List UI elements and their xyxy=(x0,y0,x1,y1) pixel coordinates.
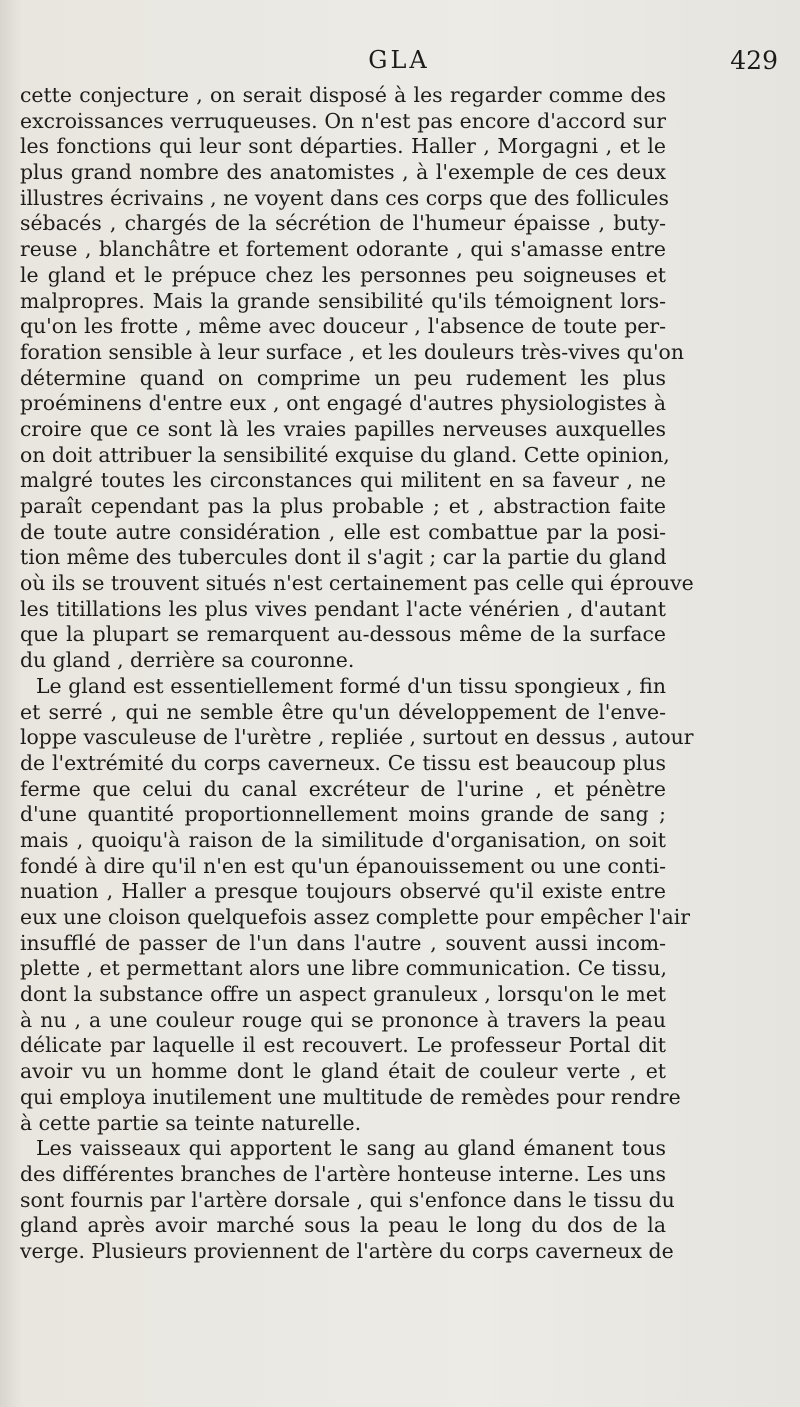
text-line: à cette partie sa teinte naturelle. xyxy=(20,1110,362,1135)
text-line: dont la substance offre un aspect granuleux , lorsqu'on le met xyxy=(20,982,666,1007)
text-line: verge. Plusieurs proviennent de l'artère du corps caverneux de xyxy=(20,1238,674,1263)
text-line: qui employa inutilement une multitude de remèdes pour rendre xyxy=(20,1084,681,1109)
text-line: reuse , blanchâtre et fortement odorante , qui s'amasse entre xyxy=(20,237,666,262)
text-line: des différentes branches de l'artère honteuse interne. Les uns xyxy=(20,1161,666,1186)
text-line: le gland et le prépuce chez les personnes peu soigneuses et xyxy=(20,262,666,287)
text-line: qu'on les frotte , même avec douceur , l'absence de toute per- xyxy=(20,314,666,339)
text-line: tion même des tubercules dont il s'agit ; car la partie du gland xyxy=(20,545,667,570)
text-line: sébacés , chargés de la sécrétion de l'humeur épaisse , buty- xyxy=(20,211,666,236)
text-line: illustres écrivains , ne voyent dans ces corps que des follicules xyxy=(20,185,669,210)
text-line: Les vaisseaux qui apportent le sang au gland émanent tous xyxy=(36,1136,666,1161)
text-line: où ils se trouvent situés n'est certainement pas celle qui éprouve xyxy=(20,571,694,596)
text-line: insufflé de passer de l'un dans l'autre , souvent aussi incom- xyxy=(20,930,666,955)
text-line: gland après avoir marché sous la peau le long du dos de la xyxy=(20,1213,666,1238)
text-line: ferme que celui du canal excréteur de l'urine , et pénètre xyxy=(20,776,666,801)
text-line: que la plupart se remarquent au-dessous même de la surface xyxy=(20,622,666,647)
text-line: plette , et permettant alors une libre communication. Ce tissu, xyxy=(20,956,667,981)
text-line: loppe vasculeuse de l'urètre , repliée , surtout en dessus , autour xyxy=(20,725,694,750)
text-line: eux une cloison quelquefois assez complette pour empêcher l'air xyxy=(20,905,691,929)
page-number: 429 xyxy=(730,46,778,75)
text-line: et serré , qui ne semble être qu'un développement de l'enve- xyxy=(20,699,666,724)
text-line: nuation , Haller a presque toujours observé qu'il existe entre xyxy=(20,879,666,904)
text-line: croire que ce sont là les vraies papilles nerveuses auxquelles xyxy=(20,416,666,441)
text-line: malpropres. Mais la grande sensibilité qu'ils témoignent lors- xyxy=(20,288,666,313)
text-line: malgré toutes les circonstances qui militent en sa faveur , ne xyxy=(20,468,666,493)
text-line: les titillations les plus vives pendant l'acte vénérien , d'autant xyxy=(20,596,666,621)
body-text xyxy=(20,83,694,1265)
text-line: Le gland est essentiellement formé d'un tissu spongieux , fin xyxy=(36,673,666,698)
text-line: cette conjecture , on serait disposé à les regarder comme des xyxy=(20,83,666,107)
paragraph xyxy=(20,83,694,674)
text-line: plus grand nombre des anatomistes , à l'exemple de ces deux xyxy=(20,160,666,185)
text-line: mais , quoiqu'à raison de la similitude d'organisation, on soit xyxy=(20,827,666,852)
text-line: avoir vu un homme dont le gland était de couleur verte , et xyxy=(20,1059,666,1084)
text-line: fondé à dire qu'il n'en est qu'un épanouissement ou une conti- xyxy=(20,853,666,878)
text-line: paraît cependant pas la plus probable ; et , abstraction faite xyxy=(20,494,666,518)
text-line: les fonctions qui leur sont départies. Haller , Morgagni , et le xyxy=(20,134,666,159)
text-line: excroissances verruqueuses. On n'est pas encore d'accord sur xyxy=(20,108,666,133)
page-header xyxy=(20,44,778,80)
running-head: GLA xyxy=(368,46,430,74)
paragraph xyxy=(20,673,694,1136)
text-line: on doit attribuer la sensibilité exquise du gland. Cette opinion, xyxy=(20,442,670,467)
text-line: de toute autre considération , elle est combattue par la posi- xyxy=(20,519,666,544)
text-line: à nu , a une couleur rouge qui se prononce à travers la peau xyxy=(20,1007,666,1032)
text-line: du gland , derrière sa couronne. xyxy=(20,648,355,673)
text-line: sont fournis par l'artère dorsale , qui s'enfonce dans le tissu du xyxy=(20,1187,675,1212)
text-line: détermine quand on comprime un peu rudement les plus xyxy=(20,365,666,390)
text-line: foration sensible à leur surface , et les douleurs très-vives qu'on xyxy=(20,339,684,364)
paragraph xyxy=(20,1136,675,1264)
text-line: de l'extrémité du corps caverneux. Ce tissu est beaucoup plus xyxy=(20,750,666,775)
text-line: proéminens d'entre eux , ont engagé d'autres physiologistes à xyxy=(20,391,666,416)
text-line: délicate par laquelle il est recouvert. Le professeur Portal dit xyxy=(20,1033,666,1058)
text-line: d'une quantité proportionnellement moins grande de sang ; xyxy=(20,802,666,827)
